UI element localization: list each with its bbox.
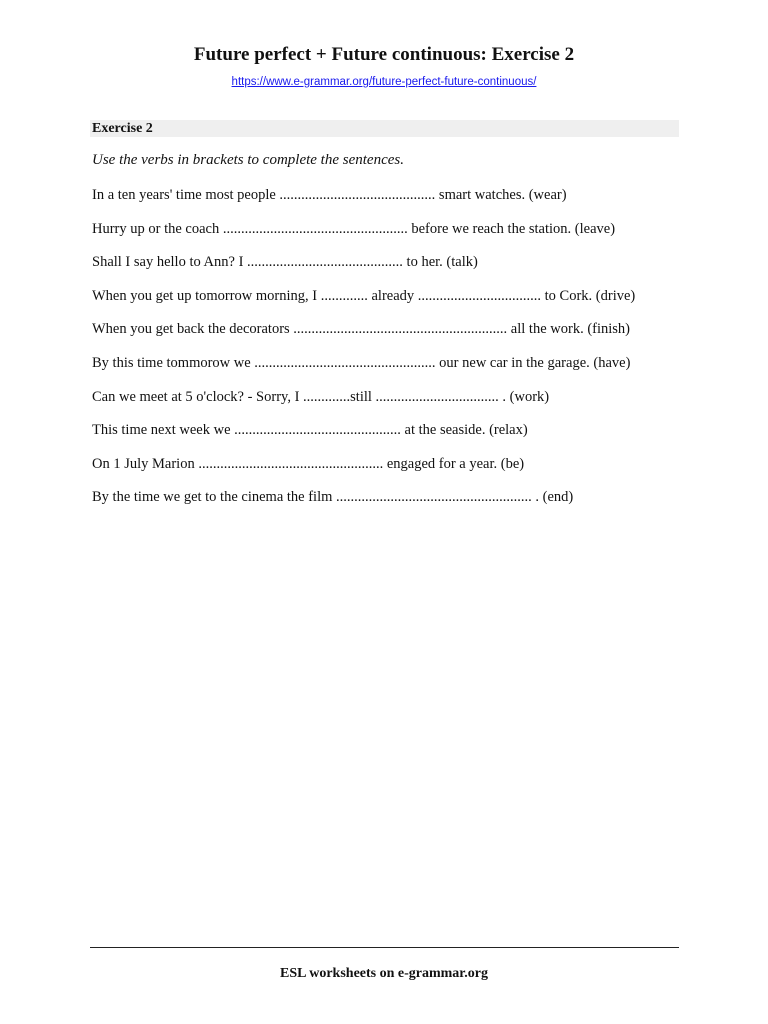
sentence-3: Shall I say hello to Ann? I ........................................... to her. (talk)	[92, 254, 478, 271]
sentence-10: By the time we get to the cinema the film ...................................................... . (end)	[92, 489, 574, 506]
page-title: Future perfect + Future continuous: Exercise 2	[193, 44, 575, 65]
source-link[interactable]: https://www.e-grammar.org/future-perfect-future-continuous/	[231, 76, 537, 88]
footer-text: ESL worksheets on e-grammar.org	[280, 966, 488, 981]
sentence-7: Can we meet at 5 o'clock? - Sorry, I .............still .................................. . (work)	[92, 388, 550, 405]
sentence-4: When you get up tomorrow morning, I ............. already .................................. to Cork. (drive)	[92, 287, 636, 304]
sentence-1: In a ten years' time most people ........................................... smart watches. (wear)	[92, 187, 567, 203]
exercise-heading: Exercise 2	[90, 120, 679, 137]
sentence-2: Hurry up or the coach ................................................... before we reach the station. (leave)	[92, 220, 616, 237]
sentence-8: This time next week we .............................................. at the seaside. (relax)	[92, 422, 528, 439]
sentence-5: When you get back the decorators ........................................................... all the work. (finish)	[92, 321, 631, 338]
exercise-instruction: Use the verbs in brackets to complete the sentences.	[92, 152, 404, 168]
sentence-6: By this time tommorow we .................................................. our new car in the garage. (have)	[92, 354, 631, 371]
sentence-list	[92, 186, 692, 522]
sentence-9: On 1 July Marion ................................................... engaged for a year. (be)	[92, 455, 525, 472]
footer-divider	[90, 947, 679, 948]
